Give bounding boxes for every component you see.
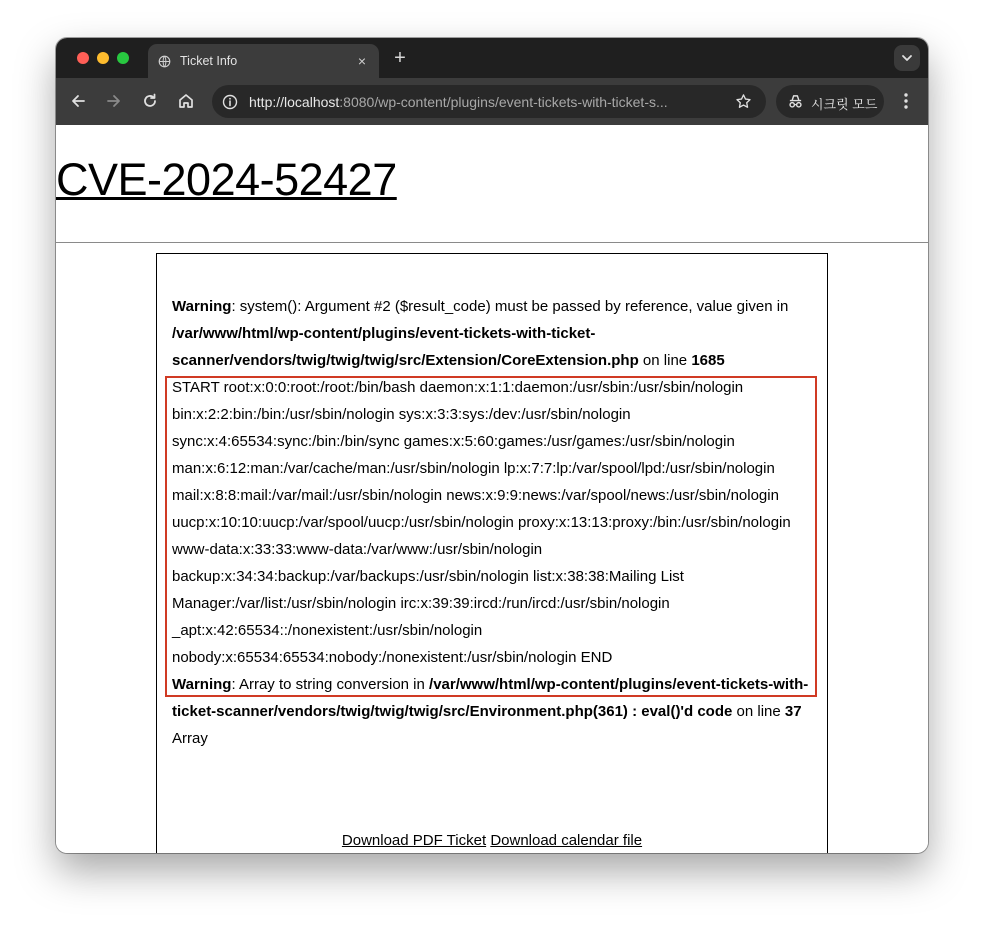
ticket-output bbox=[172, 293, 822, 752]
tab-strip bbox=[56, 38, 928, 78]
url-text[interactable] bbox=[249, 94, 668, 110]
chevron-down-icon bbox=[894, 45, 920, 71]
warning-message: : Array to string conversion in bbox=[231, 676, 430, 693]
download-pdf-link[interactable]: Download PDF Ticket bbox=[341, 832, 487, 849]
home-icon[interactable] bbox=[176, 91, 196, 111]
url-host: http://localhost bbox=[249, 94, 340, 110]
close-window-button[interactable] bbox=[77, 52, 89, 64]
warning-path: /var/www/html/wp-content/plugins/event-tickets-with-ticket-scanner/vendors/twig/twig/twig/src/Extension/CoreExtension.php bbox=[172, 325, 639, 369]
command-output: START root:x:0:0:root:/root:/bin/bash daemon:x:1:1:daemon:/usr/sbin:/usr/sbin/nologin bin:x:2:2:bin:/bin:/usr/sbin/nologin sys:x:3:3:sys:/dev:/usr/sbin/nologin sync:x:4:65534:sync:/bin:/bin/sync games:x:5:60:games:/usr/games:/usr/sbin/nologin man:x:6:12:man:/var/cache/man:/usr/sbin/nologin lp:x:7:7:lp:/var/spool/lpd:/usr/sbin/nologin mail:x:8:8:mail:/var/mail:/usr/sbin/nologin news:x:9:9:news:/var/spool/news:/usr/sbin/nologin uucp:x:10:10:uucp:/var/spool/uucp:/usr/sbin/nologin proxy:x:13:13:proxy:/bin:/usr/sbin/nologin www-data:x:33:33:www-data:/var/www:/usr/sbin/nologin backup:x:34:34:backup:/var/backups:/usr/sbin/nologin list:x:38:38:Mailing List Manager:/var/list:/usr/sbin/nologin irc:x:39:39:ircd:/run/ircd:/usr/sbin/nologin _apt:x:42:65534::/nonexistent:/usr/sbin/nologin nobody:x:65534:65534:nobody:/nonexistent:/usr/sbin/nologin END bbox=[172, 379, 791, 666]
page-content bbox=[56, 125, 928, 853]
minimize-window-button[interactable] bbox=[97, 52, 109, 64]
warning-path: /var/www/html/wp-content/plugins/event-tickets-with-ticket-scanner/vendors/twig/twig/twig/src/Environment.php(361) : eval()'d code bbox=[172, 676, 809, 720]
reload-icon[interactable] bbox=[140, 91, 160, 111]
address-bar[interactable] bbox=[212, 85, 766, 118]
download-calendar-link[interactable]: Download calendar file bbox=[490, 832, 643, 849]
globe-icon bbox=[158, 55, 171, 68]
tab-title: Ticket Info bbox=[180, 54, 238, 68]
tab-ticket-info[interactable] bbox=[148, 44, 379, 78]
maximize-window-button[interactable] bbox=[117, 52, 129, 64]
warning-online: on line bbox=[732, 703, 785, 720]
ticket-box bbox=[156, 253, 828, 853]
download-links bbox=[56, 832, 928, 849]
array-text: Array bbox=[172, 730, 208, 747]
menu-icon[interactable] bbox=[898, 90, 914, 112]
incognito-label: 시크릿 모드 bbox=[811, 97, 878, 112]
warning-label: Warning bbox=[172, 676, 232, 693]
back-icon[interactable] bbox=[68, 91, 88, 111]
warning-line: 37 bbox=[784, 703, 802, 720]
tab-close-button[interactable]: × bbox=[357, 53, 367, 69]
warning-online: on line bbox=[638, 352, 692, 369]
divider bbox=[56, 242, 928, 243]
star-icon[interactable] bbox=[735, 93, 752, 110]
tab-search-button[interactable] bbox=[894, 45, 920, 71]
info-icon[interactable] bbox=[222, 94, 238, 110]
forward-icon[interactable] bbox=[104, 91, 124, 111]
incognito-badge[interactable] bbox=[776, 85, 884, 118]
url-path: :8080/wp-content/plugins/event-tickets-with-ticket-s... bbox=[339, 94, 668, 110]
browser-toolbar bbox=[56, 78, 928, 125]
warning-line: 1685 bbox=[691, 352, 725, 369]
warning-system bbox=[172, 293, 822, 374]
warning-label: Warning bbox=[172, 298, 232, 315]
incognito-icon bbox=[787, 94, 804, 109]
warning-array bbox=[172, 671, 822, 725]
page-title[interactable]: CVE-2024-52427 bbox=[56, 154, 397, 205]
browser-window bbox=[56, 38, 928, 853]
new-tab-button[interactable]: + bbox=[394, 47, 406, 69]
warning-message: : system(): Argument #2 ($result_code) must be passed by reference, value given in bbox=[231, 298, 789, 315]
